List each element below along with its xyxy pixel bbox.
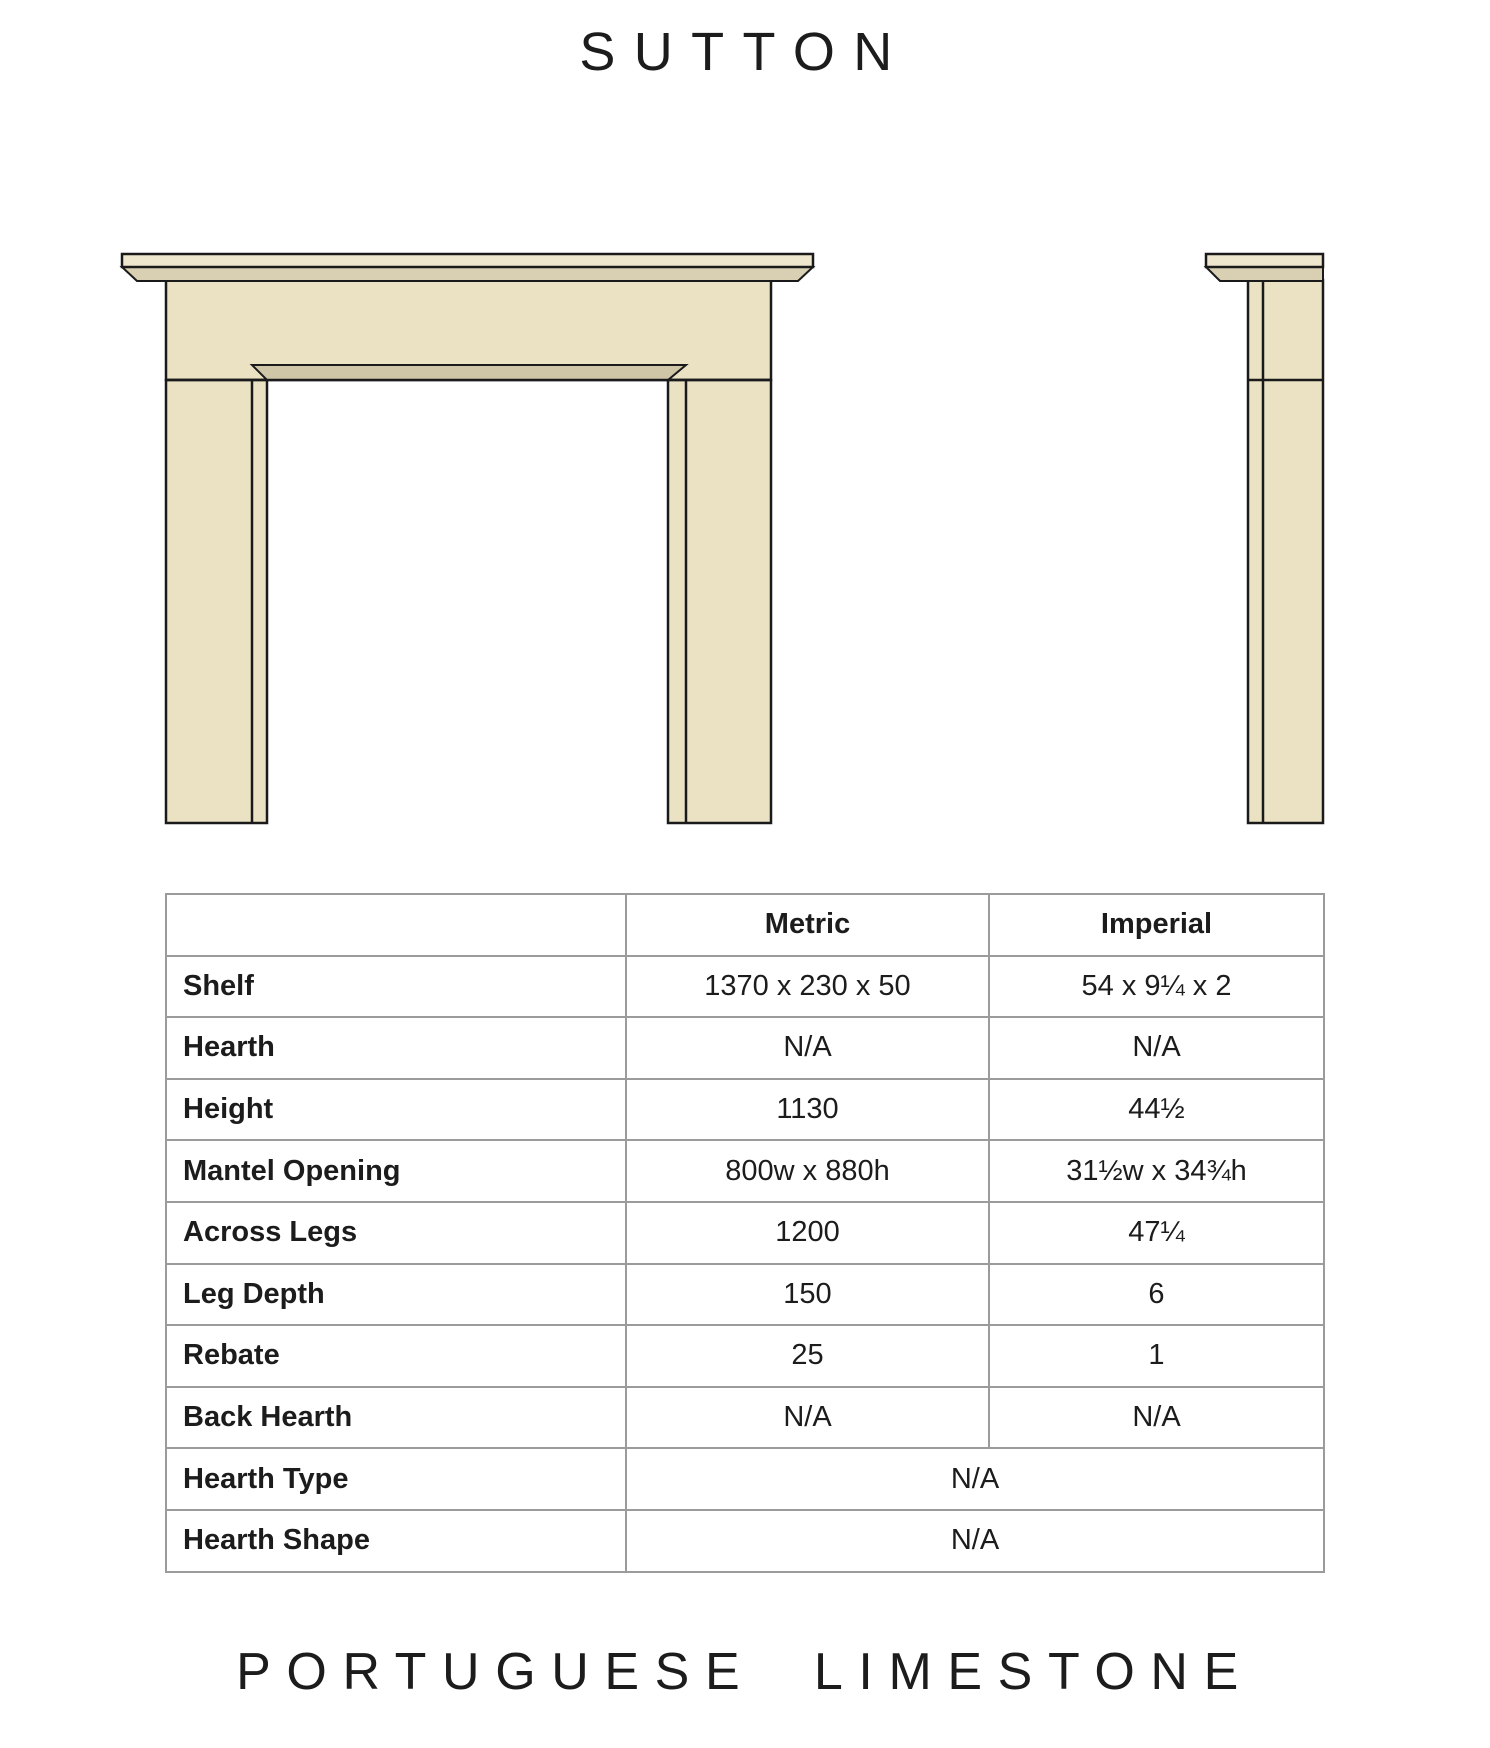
table-row-hearth: [166, 1017, 1324, 1079]
imperial-value-cell: 54 x 9¼ x 2: [989, 956, 1324, 1018]
metric-value-cell: 150: [626, 1264, 989, 1326]
table-header-row: [166, 894, 1324, 956]
front-right-leg: [668, 380, 771, 823]
imperial-value-cell: 31½w x 34¾h: [989, 1140, 1324, 1202]
header-metric: Metric: [626, 894, 989, 956]
metric-value-cell: 25: [626, 1325, 989, 1387]
table-row-across-legs: [166, 1202, 1324, 1264]
front-shelf-top-face: [122, 254, 813, 267]
metric-value-cell: 800w x 880h: [626, 1140, 989, 1202]
spec-label-cell: Leg Depth: [166, 1264, 626, 1326]
table-row-back-hearth: [166, 1387, 1324, 1449]
merged-value-cell: N/A: [626, 1448, 1324, 1510]
table-row-height: [166, 1079, 1324, 1141]
imperial-value-cell: N/A: [989, 1387, 1324, 1449]
imperial-value-cell: 1: [989, 1325, 1324, 1387]
spec-label-cell: Hearth Type: [166, 1448, 626, 1510]
imperial-value-cell: 44½: [989, 1079, 1324, 1141]
table-row-hearth-type: [166, 1448, 1324, 1510]
metric-value-cell: N/A: [626, 1017, 989, 1079]
side-leg: [1248, 280, 1323, 823]
spec-label-cell: Back Hearth: [166, 1387, 626, 1449]
spec-label-cell: Hearth: [166, 1017, 626, 1079]
spec-label-cell: Rebate: [166, 1325, 626, 1387]
header-imperial: Imperial: [989, 894, 1324, 956]
imperial-value-cell: 47¼: [989, 1202, 1324, 1264]
spec-label-cell: Height: [166, 1079, 626, 1141]
metric-value-cell: 1200: [626, 1202, 989, 1264]
table-row-mantel-opening: [166, 1140, 1324, 1202]
front-elevation-drawing: [122, 254, 813, 823]
table-row-hearth-shape: [166, 1510, 1324, 1572]
side-elevation-drawing: [1206, 254, 1323, 823]
page-title: SUTTON: [579, 22, 911, 82]
imperial-value-cell: 6: [989, 1264, 1324, 1326]
table-row-shelf: [166, 956, 1324, 1018]
metric-value-cell: N/A: [626, 1387, 989, 1449]
side-shelf-top-face: [1206, 254, 1323, 267]
front-shelf-bevel: [122, 267, 813, 281]
metric-value-cell: 1370 x 230 x 50: [626, 956, 989, 1018]
front-opening-rebate-shadow: [252, 365, 686, 380]
material-title: PORTUGUESE LIMESTONE: [236, 1643, 1254, 1701]
spec-table: [165, 893, 1325, 1573]
header-empty-cell: [166, 894, 626, 956]
merged-value-cell: N/A: [626, 1510, 1324, 1572]
spec-label-cell: Hearth Shape: [166, 1510, 626, 1572]
imperial-value-cell: N/A: [989, 1017, 1324, 1079]
table-row-leg-depth: [166, 1264, 1324, 1326]
table-row-rebate: [166, 1325, 1324, 1387]
spec-label-cell: Shelf: [166, 956, 626, 1018]
metric-value-cell: 1130: [626, 1079, 989, 1141]
spec-label-cell: Mantel Opening: [166, 1140, 626, 1202]
side-shelf-bevel: [1206, 267, 1323, 281]
spec-label-cell: Across Legs: [166, 1202, 626, 1264]
